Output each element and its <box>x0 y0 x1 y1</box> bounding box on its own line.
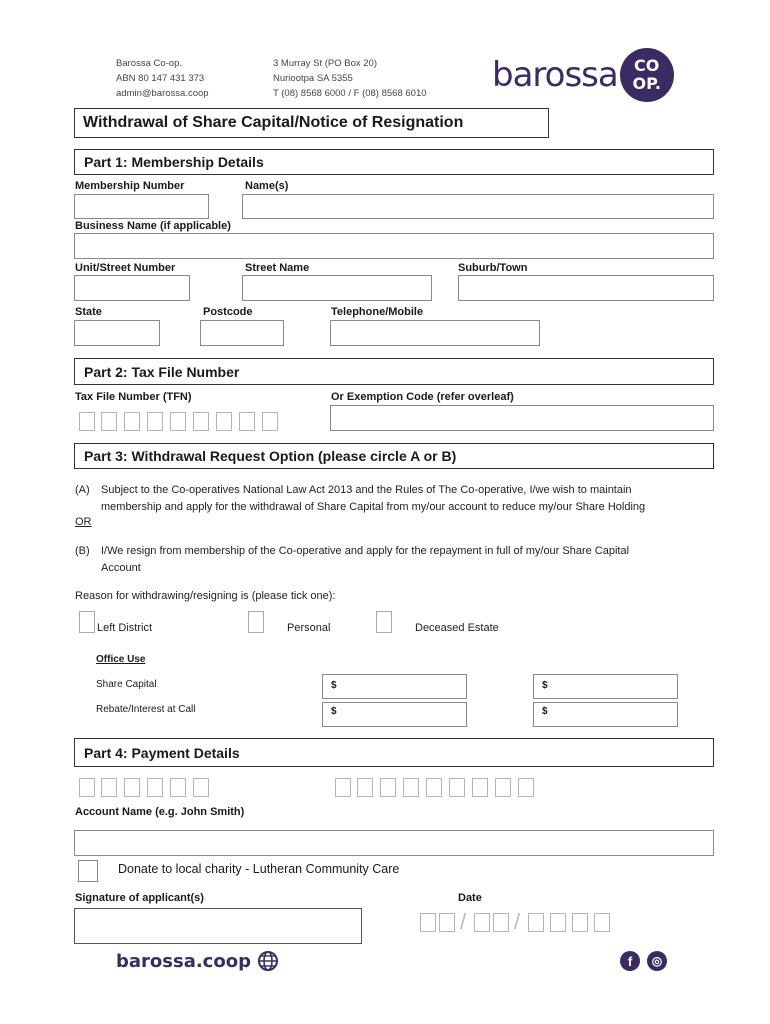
tfn-digit[interactable] <box>193 412 209 431</box>
exemption-label: Or Exemption Code (refer overleaf) <box>331 391 514 403</box>
suburb: Nuriootpa SA 5355 <box>273 73 353 84</box>
unit-street-number-label: Unit/Street Number <box>75 262 176 274</box>
coop-badge <box>620 48 674 102</box>
dollar-sign: $ <box>331 680 337 691</box>
org-name: Barossa Co-op. <box>116 58 183 69</box>
badge-top: CO <box>634 56 660 75</box>
suburb-town-label: Suburb/Town <box>458 262 528 274</box>
account-digit[interactable] <box>335 778 351 797</box>
or-text: OR <box>75 516 92 528</box>
part2-header: Part 2: Tax File Number <box>74 358 714 385</box>
tfn-digit-boxes[interactable] <box>79 412 289 432</box>
rebate-field-2[interactable] <box>533 702 678 727</box>
bsb-digit[interactable] <box>147 778 163 797</box>
bsb-digit[interactable] <box>193 778 209 797</box>
rebate-label: Rebate/Interest at Call <box>96 704 196 715</box>
tfn-digit[interactable] <box>262 412 278 431</box>
dollar-sign: $ <box>542 706 548 717</box>
business-name-field[interactable] <box>74 233 714 259</box>
option-a-line1: Subject to the Co-operatives National Law Act 2013 and the Rules of The Co-operative, I/we wish to maintain <box>101 484 632 496</box>
date-digit[interactable] <box>474 913 490 932</box>
office-use-heading: Office Use <box>96 654 146 665</box>
suburb-town-field[interactable] <box>458 275 714 301</box>
exemption-code-field[interactable] <box>330 405 714 431</box>
footer-website[interactable] <box>116 950 279 972</box>
account-name-label: Account Name (e.g. John Smith) <box>75 806 245 818</box>
bsb-digit-boxes[interactable] <box>79 778 219 800</box>
postcode-field[interactable] <box>200 320 284 346</box>
header-org-block <box>116 56 209 101</box>
bsb-digit[interactable] <box>101 778 117 797</box>
option-a-line2: membership and apply for the withdrawal of Share Capital from my/our account to reduce my/our Share Holding <box>101 501 646 513</box>
reason-prompt: Reason for withdrawing/resigning is (please tick one): <box>75 590 336 602</box>
telephone-label: Telephone/Mobile <box>331 306 424 318</box>
email: admin@barossa.coop <box>116 88 209 99</box>
tfn-digit[interactable] <box>170 412 186 431</box>
date-digit[interactable] <box>439 913 455 932</box>
bsb-digit[interactable] <box>170 778 186 797</box>
tfn-digit[interactable] <box>216 412 232 431</box>
date-separator: / <box>514 909 521 934</box>
membership-number-field[interactable] <box>74 194 209 219</box>
postcode-label: Postcode <box>203 306 253 318</box>
tfn-digit[interactable] <box>124 412 140 431</box>
instagram-icon[interactable]: ◎ <box>647 951 667 971</box>
tfn-digit[interactable] <box>239 412 255 431</box>
barossa-logo <box>492 48 674 102</box>
personal-label: Personal <box>287 622 331 634</box>
logo-wordmark: barossa <box>492 55 618 95</box>
street-name-field[interactable] <box>242 275 432 301</box>
share-capital-field-1[interactable] <box>322 674 467 699</box>
account-digit[interactable] <box>449 778 465 797</box>
date-digit[interactable] <box>528 913 544 932</box>
account-number-digit-boxes[interactable] <box>335 778 545 800</box>
option-a-text <box>101 482 711 516</box>
account-digit[interactable] <box>403 778 419 797</box>
option-b-line1: I/We resign from membership of the Co-operative and apply for the repayment in full of my/our Share Capital <box>101 545 630 557</box>
address: 3 Murray St (PO Box 20) <box>273 58 378 69</box>
tfn-label: Tax File Number (TFN) <box>75 391 192 403</box>
share-capital-field-2[interactable] <box>533 674 678 699</box>
option-b-line2: Account <box>101 562 141 574</box>
donate-checkbox[interactable] <box>78 860 98 882</box>
part4-header: Part 4: Payment Details <box>74 738 714 767</box>
date-label: Date <box>458 892 482 904</box>
date-digit[interactable] <box>420 913 436 932</box>
website-text[interactable]: barossa.coop <box>116 950 251 972</box>
signature-field[interactable] <box>74 908 362 944</box>
account-name-field[interactable] <box>74 830 714 856</box>
part3-header: Part 3: Withdrawal Request Option (please circle A or B) <box>74 443 714 469</box>
header-address-block <box>273 56 427 101</box>
street-name-label: Street Name <box>245 262 310 274</box>
date-digit[interactable] <box>572 913 588 932</box>
names-field[interactable] <box>242 194 714 219</box>
badge-bottom: OP. <box>632 74 661 93</box>
account-digit[interactable] <box>357 778 373 797</box>
phone-fax: T (08) 8568 6000 / F (08) 8568 6010 <box>273 88 427 99</box>
dollar-sign: $ <box>331 706 337 717</box>
left-district-checkbox[interactable] <box>79 611 95 633</box>
rebate-field-1[interactable] <box>322 702 467 727</box>
state-label: State <box>75 306 102 318</box>
account-digit[interactable] <box>472 778 488 797</box>
tfn-digit[interactable] <box>79 412 95 431</box>
option-b-label[interactable]: (B) <box>75 545 90 557</box>
account-digit[interactable] <box>495 778 511 797</box>
option-b-text <box>101 543 711 577</box>
membership-number-label: Membership Number <box>75 180 185 192</box>
account-digit[interactable] <box>518 778 534 797</box>
tfn-digit[interactable] <box>101 412 117 431</box>
date-digit[interactable] <box>594 913 610 932</box>
donate-label: Donate to local charity - Lutheran Community Care <box>118 862 400 876</box>
share-capital-label: Share Capital <box>96 679 157 690</box>
globe-icon <box>257 950 279 972</box>
dollar-sign: $ <box>542 680 548 691</box>
left-district-label: Left District <box>97 622 153 634</box>
state-field[interactable] <box>74 320 160 346</box>
date-separator: / <box>460 909 467 934</box>
bsb-digit[interactable] <box>79 778 95 797</box>
unit-street-number-field[interactable] <box>74 275 190 301</box>
deceased-estate-label: Deceased Estate <box>415 622 499 634</box>
date-entry[interactable] <box>420 909 620 937</box>
option-a-label[interactable]: (A) <box>75 484 90 496</box>
telephone-field[interactable] <box>330 320 540 346</box>
form-title: Withdrawal of Share Capital/Notice of Resignation <box>74 108 549 138</box>
names-label: Name(s) <box>245 180 289 192</box>
personal-checkbox[interactable] <box>248 611 264 633</box>
deceased-estate-checkbox[interactable] <box>376 611 392 633</box>
bsb-digit[interactable] <box>124 778 140 797</box>
business-name-label: Business Name (if applicable) <box>75 220 231 232</box>
account-digit[interactable] <box>380 778 396 797</box>
date-digit[interactable] <box>493 913 509 932</box>
part1-header: Part 1: Membership Details <box>74 149 714 175</box>
tfn-digit[interactable] <box>147 412 163 431</box>
account-digit[interactable] <box>426 778 442 797</box>
signature-label: Signature of applicant(s) <box>75 892 204 904</box>
date-digit[interactable] <box>550 913 566 932</box>
facebook-icon[interactable]: f <box>620 951 640 971</box>
abn: ABN 80 147 431 373 <box>116 73 205 84</box>
